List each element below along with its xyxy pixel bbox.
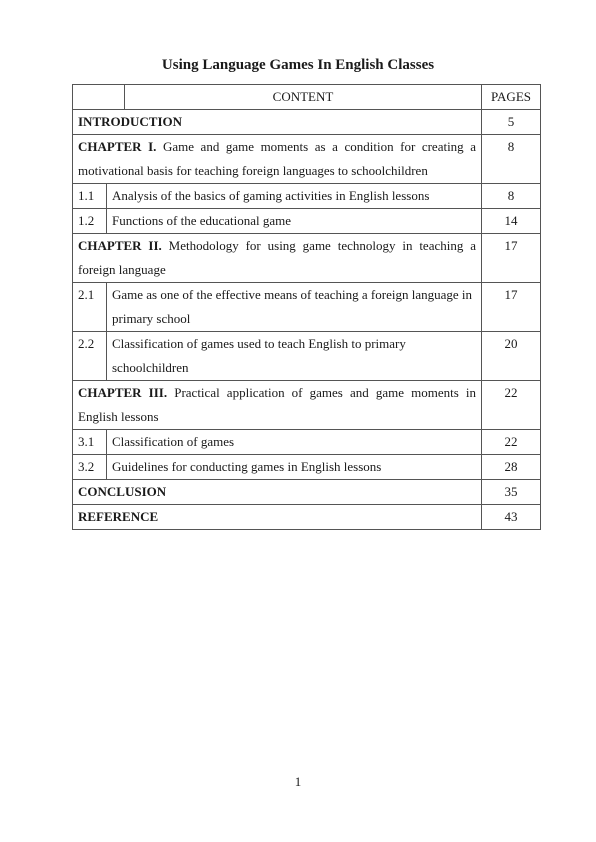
chapter-2-page: 17	[482, 234, 541, 283]
chapter-2-title	[73, 234, 482, 283]
toc-row-section-3-1	[73, 430, 541, 455]
chapter-1-text: Game and game moments as a condition for creating a motivational basis for teaching foreign languages to schoolchildren	[78, 139, 476, 178]
section-1-1-number: 1.1	[73, 184, 107, 209]
toc-header-row	[73, 85, 541, 110]
section-1-1-title: Analysis of the basics of gaming activities in English lessons	[107, 184, 482, 209]
chapter-1-page: 8	[482, 135, 541, 184]
chapter-3-title	[73, 381, 482, 430]
page-number: 1	[294, 774, 302, 789]
toc-row-section-1-1	[73, 184, 541, 209]
conclusion-text: CONCLUSION	[78, 484, 167, 499]
toc-row-chapter-2	[73, 234, 541, 283]
toc-row-chapter-1	[73, 135, 541, 184]
table-of-contents	[72, 84, 541, 530]
section-2-2-title: Classification of games used to teach English to primary schoolchildren	[107, 332, 482, 381]
conclusion-page: 35	[482, 480, 541, 505]
section-3-1-title: Classification of games	[107, 430, 482, 455]
conclusion-label	[73, 480, 482, 505]
pages-header: PAGES	[482, 85, 541, 110]
section-2-2-number: 2.2	[73, 332, 107, 381]
section-2-2-page: 20	[482, 332, 541, 381]
toc-row-reference	[73, 505, 541, 530]
chapter-2-prefix: CHAPTER II.	[78, 238, 162, 253]
section-3-2-number: 3.2	[73, 455, 107, 480]
introduction-page: 5	[482, 110, 541, 135]
toc-row-section-2-1	[73, 283, 541, 332]
section-3-2-page: 28	[482, 455, 541, 480]
reference-page: 43	[482, 505, 541, 530]
content-header: CONTENT	[125, 85, 482, 110]
reference-label	[73, 505, 482, 530]
chapter-1-title	[73, 135, 482, 184]
toc-row-conclusion	[73, 480, 541, 505]
chapter-1-prefix: CHAPTER I.	[78, 139, 157, 154]
chapter-3-text: Practical application of games and game moments in English lessons	[78, 385, 476, 424]
document-title: Using Language Games In English Classes	[161, 57, 435, 73]
section-3-1-number: 3.1	[73, 430, 107, 455]
introduction-text: INTRODUCTION	[78, 114, 183, 129]
chapter-3-page: 22	[482, 381, 541, 430]
toc-row-section-1-2	[73, 209, 541, 234]
introduction-label	[73, 110, 482, 135]
section-2-1-number: 2.1	[73, 283, 107, 332]
chapter-3-prefix: CHAPTER III.	[78, 385, 168, 400]
chapter-2-text: Methodology for using game technology in teaching a foreign language	[78, 238, 476, 277]
section-1-2-number: 1.2	[73, 209, 107, 234]
section-1-2-page: 14	[482, 209, 541, 234]
reference-text: REFERENCE	[78, 509, 159, 524]
section-1-1-page: 8	[482, 184, 541, 209]
toc-row-section-2-2	[73, 332, 541, 381]
header-blank-cell	[73, 85, 125, 110]
section-1-2-title: Functions of the educational game	[107, 209, 482, 234]
section-3-1-page: 22	[482, 430, 541, 455]
section-3-2-title: Guidelines for conducting games in English lessons	[107, 455, 482, 480]
toc-row-section-3-2	[73, 455, 541, 480]
toc-row-chapter-3	[73, 381, 541, 430]
section-2-1-page: 17	[482, 283, 541, 332]
toc-row-introduction	[73, 110, 541, 135]
section-2-1-title: Game as one of the effective means of teaching a foreign language in primary school	[107, 283, 482, 332]
